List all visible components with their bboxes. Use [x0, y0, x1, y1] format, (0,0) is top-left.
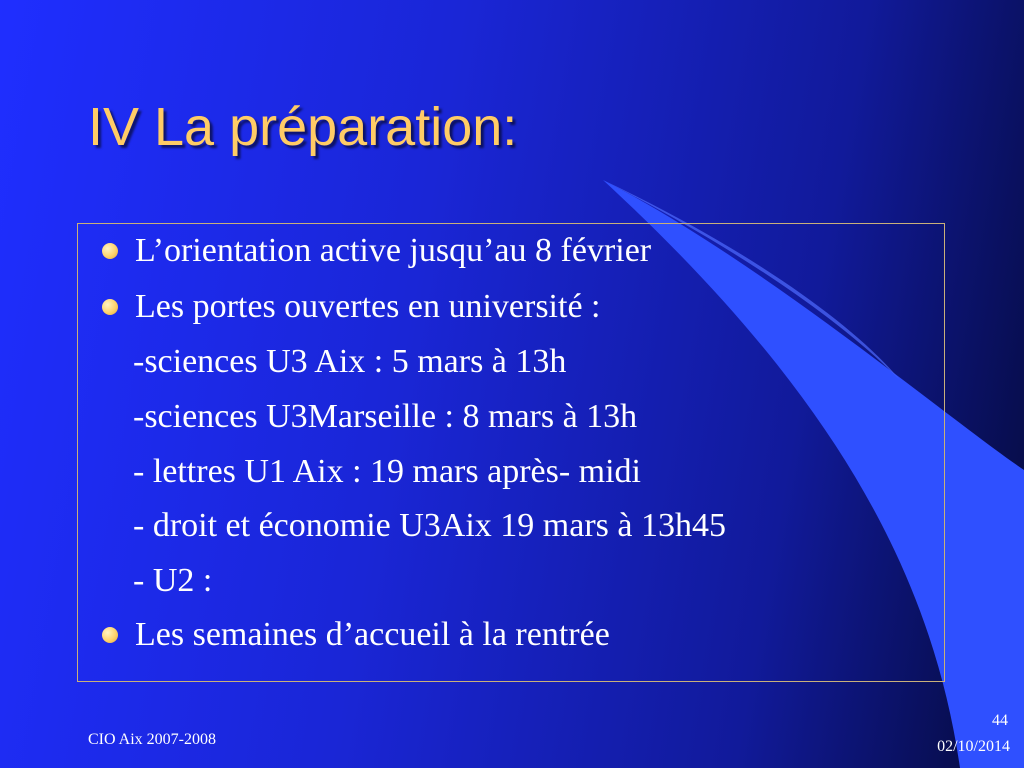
sub-item-text: -sciences U3Marseille : 8 mars à 13h — [133, 398, 638, 435]
bullet-text: Les semaines d’accueil à la rentrée — [135, 616, 610, 653]
footer-date: 02/10/2014 — [937, 738, 1010, 755]
round-bullet-icon — [102, 299, 118, 315]
round-bullet-icon — [102, 243, 118, 259]
sub-item-text: -sciences U3 Aix : 5 mars à 13h — [133, 343, 567, 380]
round-bullet-icon — [102, 627, 118, 643]
bullet-text: L’orientation active jusqu’au 8 février — [135, 232, 652, 269]
content-box — [77, 223, 945, 682]
footer-label: CIO Aix 2007-2008 — [88, 731, 216, 748]
sub-item-text: - lettres U1 Aix : 19 mars après- midi — [133, 453, 642, 490]
sub-item-text: - U2 : — [133, 562, 213, 599]
page-number: 44 — [992, 712, 1008, 729]
sub-item-text: - droit et économie U3Aix 19 mars à 13h45 — [133, 507, 726, 544]
slide-title: IV La préparation: — [88, 97, 518, 157]
bullet-text: Les portes ouvertes en université : — [135, 288, 601, 325]
